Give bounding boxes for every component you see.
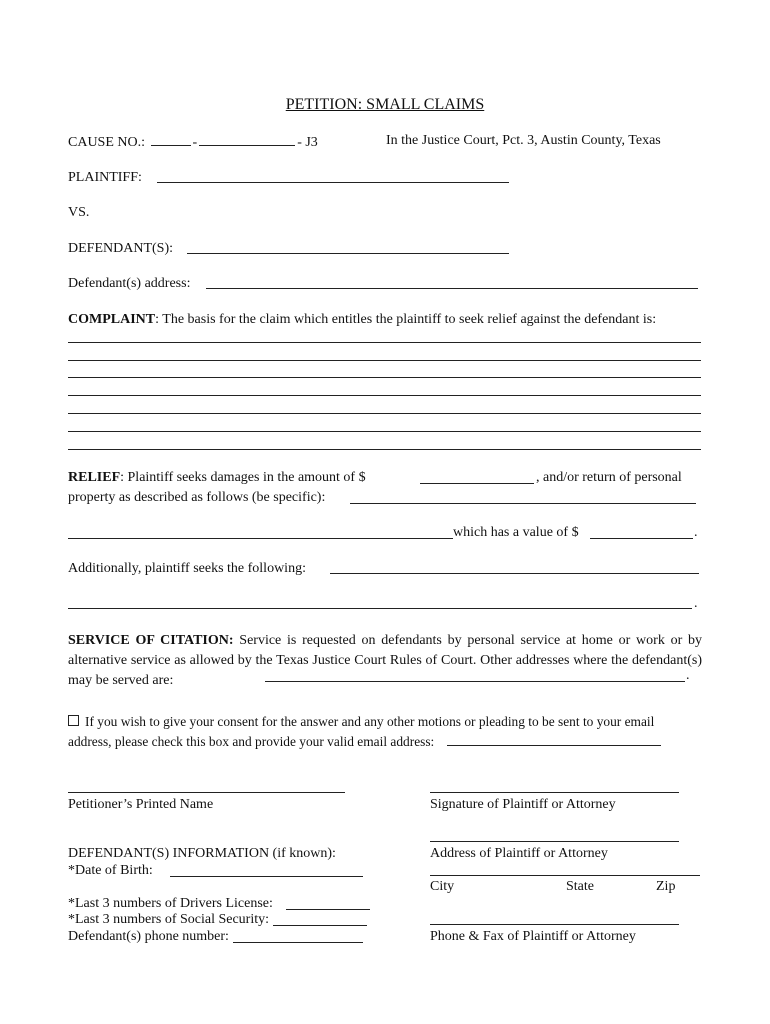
defendant-address-label: Defendant(s) address: — [68, 276, 191, 291]
court-name: In the Justice Court, Pct. 3, Austin County, Texas — [386, 133, 661, 148]
defendant-label: DEFENDANT(S): — [68, 241, 173, 256]
printed-name-line[interactable] — [68, 792, 345, 793]
complaint-heading: COMPLAINT — [68, 312, 156, 327]
complaint-line[interactable] — [68, 449, 701, 450]
relief-text-1: : Plaintiff seeks damages in the amount of $ — [120, 470, 366, 485]
property-description-field[interactable] — [350, 503, 696, 504]
ssn-label: *Last 3 numbers of Social Security: — [68, 912, 270, 927]
consent-text-1: If you wish to give your consent for the answer and any other motions or pleading to be sent to your email — [85, 714, 655, 729]
additional-relief-field[interactable] — [330, 573, 699, 574]
relief-text-2: , and/or return of personal — [536, 470, 682, 485]
defendant-phone-label: Defendant(s) phone number: — [68, 929, 229, 944]
email-field[interactable] — [447, 745, 661, 746]
plaintiff-field[interactable] — [157, 182, 509, 183]
zip-label: Zip — [656, 879, 676, 894]
license-label: *Last 3 numbers of Drivers License: — [68, 896, 273, 911]
cause-number-field-1[interactable] — [151, 133, 191, 146]
city-state-zip-line[interactable] — [430, 875, 700, 876]
additional-period: . — [694, 596, 698, 611]
service-period: . — [686, 668, 690, 683]
plaintiff-label: PLAINTIFF: — [68, 170, 142, 185]
defendant-phone-field[interactable] — [233, 942, 363, 943]
cause-number-field-2[interactable] — [199, 133, 295, 146]
relief-heading: RELIEF — [68, 470, 121, 485]
phone-fax-line[interactable] — [430, 924, 679, 925]
property-description-field-2[interactable] — [68, 538, 453, 539]
consent-checkbox[interactable] — [68, 715, 79, 726]
complaint-line[interactable] — [68, 342, 701, 343]
dob-field[interactable] — [170, 876, 363, 877]
service-paragraph — [68, 631, 702, 691]
cause-label: CAUSE NO.: — [68, 135, 146, 150]
city-label: City — [430, 879, 455, 894]
vs-label: VS. — [68, 205, 90, 220]
address-line[interactable] — [430, 841, 679, 842]
cause-number-row — [68, 133, 318, 151]
defendant-address-field[interactable] — [206, 288, 698, 289]
property-value-field[interactable] — [590, 538, 693, 539]
address-label: Address of Plaintiff or Attorney — [430, 846, 608, 861]
complaint-line[interactable] — [68, 431, 701, 432]
complaint-line[interactable] — [68, 377, 701, 378]
relief-text-3: property as described as follows (be specific): — [68, 490, 326, 505]
consent-row — [68, 714, 654, 730]
relief-row — [68, 470, 366, 486]
defendant-field[interactable] — [187, 253, 509, 254]
cause-separator: - — [192, 135, 198, 150]
value-text: which has a value of $ — [453, 525, 579, 540]
defendant-info-heading: DEFENDANT(S) INFORMATION (if known): — [68, 846, 336, 861]
complaint-line[interactable] — [68, 413, 701, 414]
license-field[interactable] — [286, 909, 370, 910]
complaint-text: : The basis for the claim which entitles the plaintiff to seek relief against the defendant is: — [155, 312, 657, 327]
consent-text-2: address, please check this box and provide your valid email address: — [68, 734, 435, 749]
signature-line[interactable] — [430, 792, 679, 793]
value-period: . — [694, 525, 698, 540]
complaint-row — [68, 312, 656, 328]
signature-label: Signature of Plaintiff or Attorney — [430, 797, 616, 812]
other-addresses-field[interactable] — [265, 681, 685, 682]
additional-label: Additionally, plaintiff seeks the following: — [68, 561, 306, 576]
state-label: State — [566, 879, 594, 894]
additional-relief-field-2[interactable] — [68, 608, 692, 609]
dob-label: *Date of Birth: — [68, 863, 153, 878]
complaint-line[interactable] — [68, 395, 701, 396]
ssn-field[interactable] — [273, 925, 367, 926]
phone-fax-label: Phone & Fax of Plaintiff or Attorney — [430, 929, 636, 944]
service-heading: SERVICE OF CITATION: — [68, 633, 234, 648]
damages-amount-field[interactable] — [420, 483, 534, 484]
page-title: PETITION: SMALL CLAIMS — [285, 96, 485, 113]
printed-name-label: Petitioner’s Printed Name — [68, 797, 214, 812]
complaint-line[interactable] — [68, 360, 701, 361]
service-text: Service is requested on defendants by personal service at home or work or by alternative service as allowed by the Texas Justice Court Rules of Court. Other addresses where the defendant(s) may be served are: — [68, 633, 702, 688]
cause-suffix: - J3 — [297, 135, 318, 150]
